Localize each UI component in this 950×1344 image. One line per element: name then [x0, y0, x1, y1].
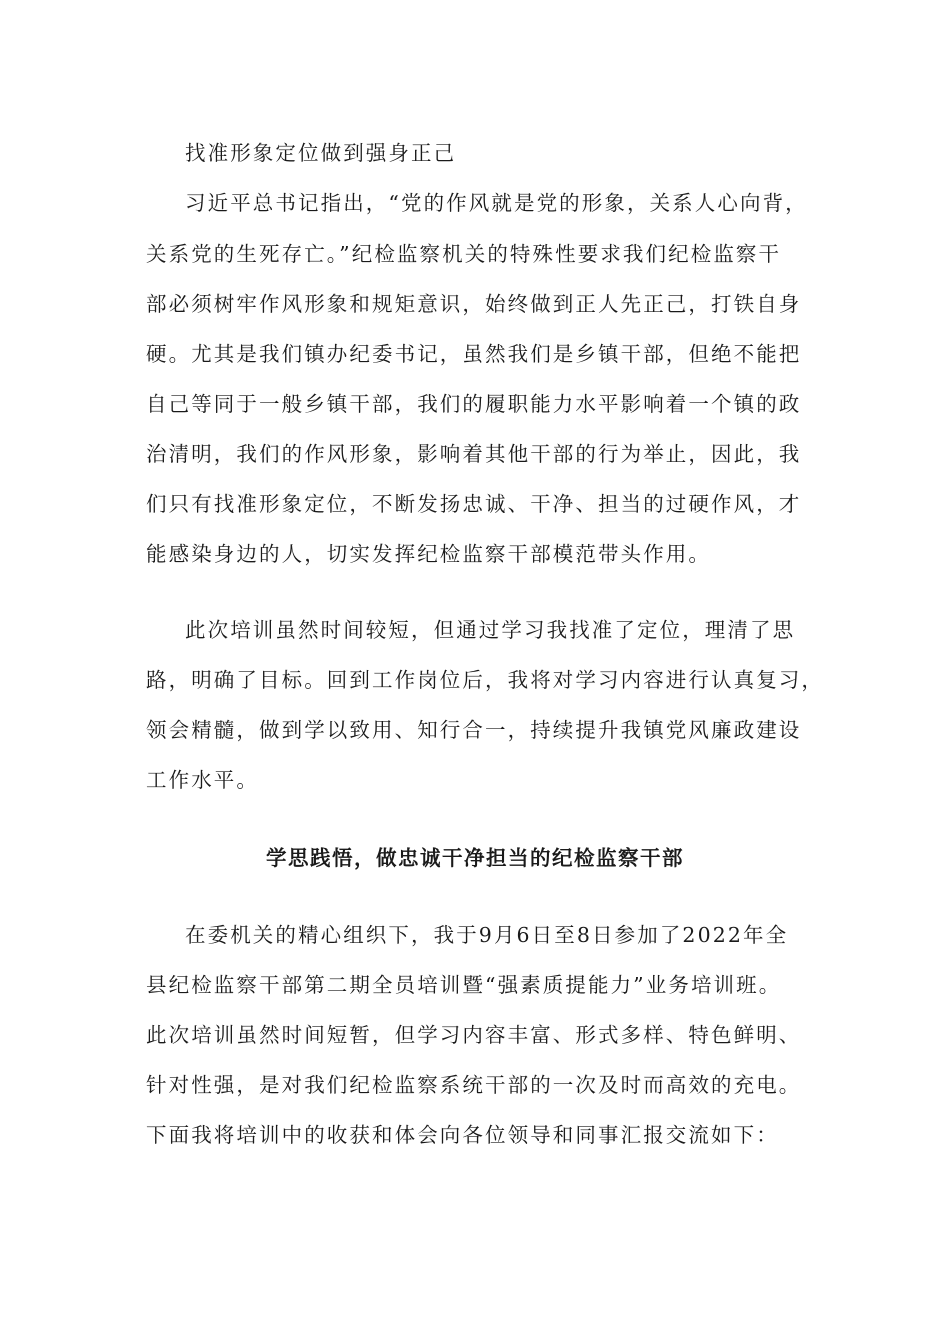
paragraph-line: 自己等同于一般乡镇干部，我们的履职能力水平影响着一个镇的政	[146, 392, 802, 416]
section-title: 学思践悟，做忠诚干净担当的纪检监察干部	[266, 846, 684, 870]
paragraph-line: 针对性强，是对我们纪检监察系统干部的一次及时而高效的充电。	[146, 1073, 802, 1097]
paragraph-line: 能感染身边的人，切实发挥纪检监察干部模范带头作用。	[146, 542, 711, 566]
paragraph-line: 硬。尤其是我们镇办纪委书记，虽然我们是乡镇干部，但绝不能把	[146, 342, 802, 366]
paragraph-line: 部必须树牢作风形象和规矩意识，始终做到正人先正己，打铁自身	[146, 292, 802, 316]
paragraph-line: 习近平总书记指出，“党的作风就是党的形象，关系人心向背，	[185, 191, 808, 215]
paragraph-line: 们只有找准形象定位，不断发扬忠诚、干净、担当的过硬作风，才	[146, 492, 802, 516]
paragraph-line: 治清明，我们的作风形象，影响着其他干部的行为举止，因此，我	[146, 442, 802, 466]
paragraph-line: 下面我将培训中的收获和体会向各位领导和同事汇报交流如下：	[146, 1123, 779, 1147]
paragraph-line: 县纪检监察干部第二期全员培训暨“强素质提能力”业务培训班。	[146, 973, 782, 997]
section-subtitle: 找准形象定位做到强身正己	[185, 141, 457, 165]
paragraph-line: 此次培训虽然时间短暂，但学习内容丰富、形式多样、特色鲜明、	[146, 1023, 802, 1047]
paragraph-line: 关系党的生死存亡。”纪检监察机关的特殊性要求我们纪检监察干	[146, 242, 782, 266]
paragraph-line: 此次培训虽然时间较短，但通过学习我找准了定位，理清了思	[185, 618, 796, 642]
paragraph-line: 领会精髓，做到学以致用、知行合一，持续提升我镇党风廉政建设	[146, 718, 802, 742]
paragraph-line: 路，明确了目标。回到工作岗位后，我将对学习内容进行认真复习，	[146, 668, 824, 692]
paragraph-line: 在委机关的精心组织下，我于9月6日至8日参加了2022年全	[185, 923, 789, 947]
paragraph-line: 工作水平。	[146, 768, 259, 792]
